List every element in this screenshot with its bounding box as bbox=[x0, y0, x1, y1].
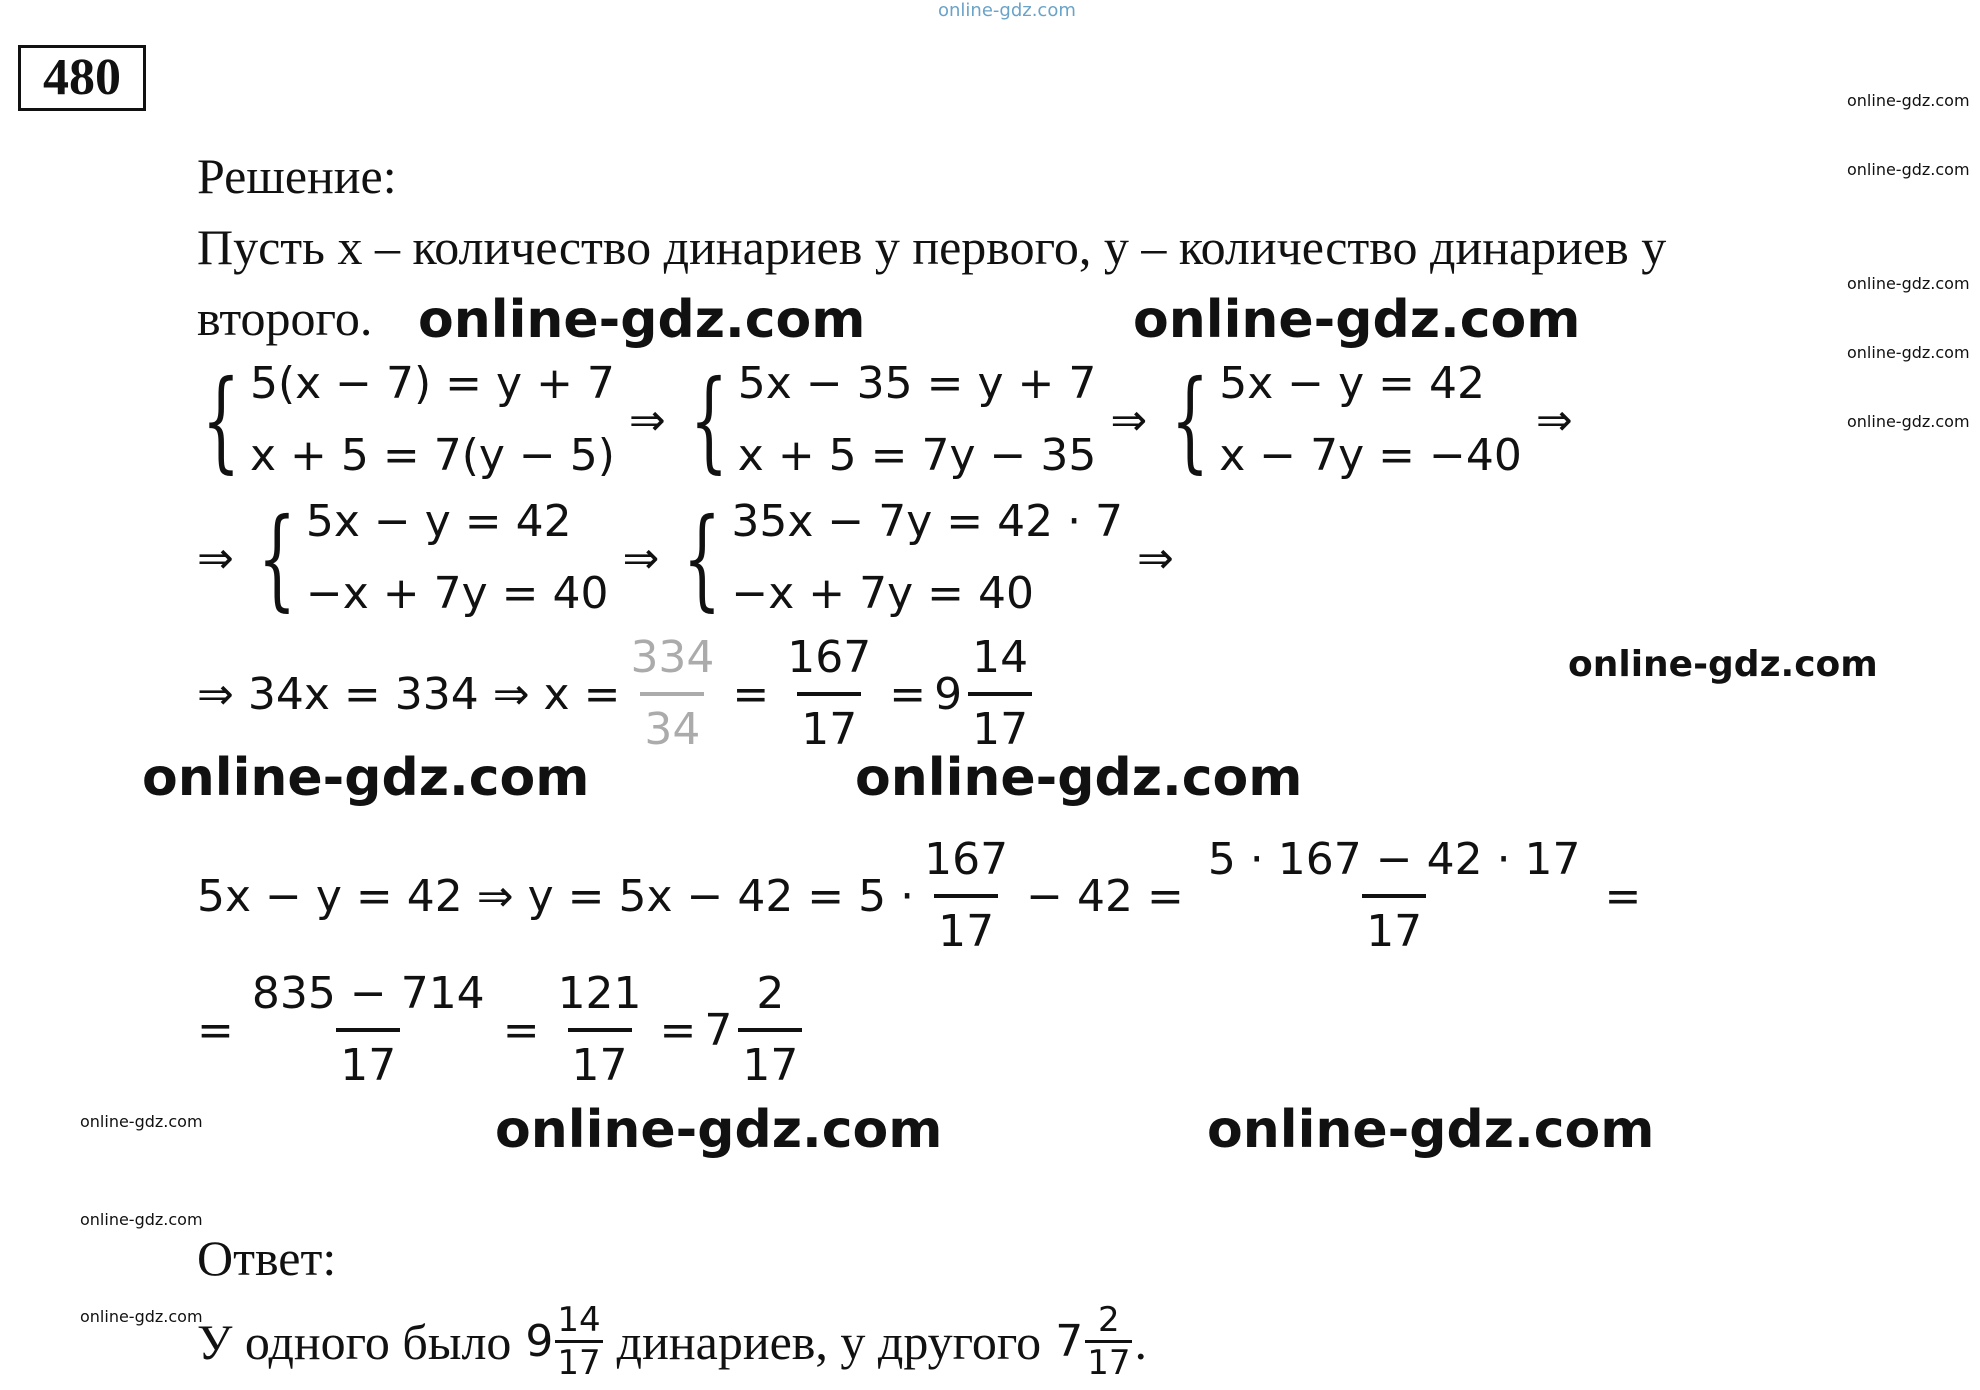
y-computation-line-2 bbox=[197, 960, 808, 1100]
system-3: { 5x − y = 42 x − 7y = −40 bbox=[1161, 348, 1522, 492]
intro-line-2: второго. bbox=[197, 290, 373, 346]
system-2-row-2: x + 5 = 7y − 35 bbox=[737, 430, 1097, 481]
equals-sign: = bbox=[1604, 870, 1642, 922]
system-2-row-1: 5x − 35 = y + 7 bbox=[737, 358, 1097, 409]
mixed-whole: 7 bbox=[1055, 1315, 1084, 1367]
problem-number: 480 bbox=[18, 45, 146, 111]
fraction-denominator: 17 bbox=[1362, 894, 1426, 966]
equals-sign: = bbox=[659, 1004, 697, 1056]
fraction-denominator: 34 bbox=[640, 692, 704, 764]
mixed-whole: 9 bbox=[934, 668, 963, 720]
watermark-large: online-gdz.com bbox=[142, 748, 590, 808]
watermark-large: online-gdz.com bbox=[418, 290, 866, 350]
fraction-denominator: 17 bbox=[336, 1028, 400, 1100]
implies-arrow: ⇒ bbox=[622, 532, 660, 584]
system-4-row-1: 5x − y = 42 bbox=[305, 496, 572, 547]
fraction-121-17 bbox=[554, 960, 646, 1100]
fraction-denominator: 17 bbox=[568, 1028, 632, 1100]
fraction-denominator: 17 bbox=[1085, 1340, 1132, 1383]
equals-sign: = bbox=[889, 668, 927, 720]
fraction-denominator: 17 bbox=[797, 692, 861, 764]
watermark-small: online-gdz.com bbox=[1847, 91, 1970, 110]
system-3-row-2: x − 7y = −40 bbox=[1219, 430, 1522, 481]
system-1: { 5(x − 7) = y + 7 x + 5 = 7(y − 5) bbox=[192, 348, 615, 492]
equals-sign: = bbox=[732, 668, 770, 720]
y-equation-mid: − 42 = bbox=[1026, 870, 1184, 922]
watermark-large: online-gdz.com bbox=[1133, 290, 1581, 350]
watermark-top: online-gdz.com bbox=[938, 0, 1076, 21]
fraction-167-17 bbox=[783, 624, 875, 764]
fraction-denominator: 17 bbox=[934, 894, 998, 966]
intro-line-1: Пусть x – количество динариев у первого, y – количество динариев у bbox=[197, 219, 1667, 275]
fraction-numerator: 2 bbox=[1098, 1300, 1120, 1340]
fraction-numerator: 14 bbox=[972, 632, 1029, 683]
implies-arrow: ⇒ bbox=[197, 532, 234, 584]
mixed-fraction bbox=[555, 1300, 602, 1383]
answer-part-2: динариев, у другого bbox=[616, 1313, 1042, 1370]
watermark-medium: online-gdz.com bbox=[1568, 644, 1878, 685]
system-4: { 5x − y = 42 −x + 7y = 40 bbox=[248, 486, 609, 630]
system-4-row-2: −x + 7y = 40 bbox=[305, 568, 609, 619]
fraction-denominator: 17 bbox=[738, 1028, 802, 1100]
system-5: { 35x − 7y = 42 · 7 −x + 7y = 40 bbox=[673, 486, 1123, 630]
system-row-2 bbox=[197, 486, 1188, 630]
watermark-small: online-gdz.com bbox=[1847, 343, 1970, 362]
fraction-expression bbox=[1198, 826, 1591, 966]
watermark-small: online-gdz.com bbox=[80, 1210, 203, 1229]
mixed-fraction bbox=[1085, 1300, 1132, 1383]
fraction-334-34 bbox=[626, 624, 718, 764]
fraction-numerator: 167 bbox=[924, 834, 1009, 885]
answer-mixed-1 bbox=[525, 1300, 604, 1383]
implies-arrow: ⇒ bbox=[1535, 394, 1573, 446]
fraction-denominator: 17 bbox=[968, 692, 1032, 764]
system-2: { 5x − 35 = y + 7 x + 5 = 7y − 35 bbox=[680, 348, 1097, 492]
answer-text bbox=[197, 1300, 1147, 1383]
system-5-row-2: −x + 7y = 40 bbox=[731, 568, 1034, 619]
answer-period: . bbox=[1134, 1313, 1147, 1370]
mixed-fraction bbox=[968, 624, 1032, 764]
equals-sign: = bbox=[502, 1004, 540, 1056]
watermark-large: online-gdz.com bbox=[1207, 1100, 1655, 1160]
fraction-denominator: 17 bbox=[555, 1340, 602, 1383]
implies-arrow: ⇒ bbox=[1110, 394, 1148, 446]
fraction-167-17 bbox=[920, 826, 1012, 966]
mixed-fraction bbox=[738, 960, 802, 1100]
system-5-row-1: 35x − 7y = 42 · 7 bbox=[731, 496, 1124, 547]
implies-arrow: ⇒ bbox=[1137, 532, 1174, 584]
mixed-whole: 9 bbox=[525, 1315, 554, 1367]
fraction-numerator: 2 bbox=[756, 968, 785, 1019]
watermark-large: online-gdz.com bbox=[495, 1100, 943, 1160]
system-3-row-1: 5x − y = 42 bbox=[1219, 358, 1485, 409]
answer-heading: Ответ: bbox=[197, 1230, 337, 1286]
watermark-small: online-gdz.com bbox=[1847, 160, 1970, 179]
answer-part-1: У одного было bbox=[197, 1313, 512, 1370]
fraction-numerator: 14 bbox=[557, 1300, 601, 1340]
fraction-numerator: 5 · 167 − 42 · 17 bbox=[1207, 834, 1581, 885]
fraction-numerator: 334 bbox=[630, 632, 715, 683]
fraction-numerator: 121 bbox=[557, 968, 642, 1019]
y-computation-line-1 bbox=[197, 826, 1641, 966]
implies-arrow: ⇒ bbox=[628, 394, 666, 446]
fraction-numerator: 167 bbox=[787, 632, 872, 683]
solution-heading: Решение: bbox=[197, 148, 397, 204]
x-computation bbox=[197, 624, 1038, 764]
mixed-number-x bbox=[934, 624, 1038, 764]
fraction-numerator: 835 − 714 bbox=[251, 968, 485, 1019]
mixed-number-y bbox=[704, 960, 808, 1100]
watermark-small: online-gdz.com bbox=[1847, 412, 1970, 431]
equals-sign: = bbox=[197, 1004, 234, 1056]
watermark-small: online-gdz.com bbox=[80, 1112, 203, 1131]
watermark-small: online-gdz.com bbox=[80, 1307, 203, 1326]
mixed-whole: 7 bbox=[704, 1004, 733, 1056]
system-row-1 bbox=[192, 348, 1587, 492]
fraction-835-714 bbox=[248, 960, 489, 1100]
x-equation-start: ⇒ 34x = 334 ⇒ x = bbox=[197, 668, 621, 720]
answer-mixed-2 bbox=[1055, 1300, 1134, 1383]
watermark-small: online-gdz.com bbox=[1847, 274, 1970, 293]
system-1-row-2: x + 5 = 7(y − 5) bbox=[250, 430, 615, 481]
watermark-large: online-gdz.com bbox=[855, 748, 1303, 808]
y-equation-start: 5x − y = 42 ⇒ y = 5x − 42 = 5 · bbox=[197, 870, 915, 922]
system-1-row-1: 5(x − 7) = y + 7 bbox=[250, 358, 615, 409]
